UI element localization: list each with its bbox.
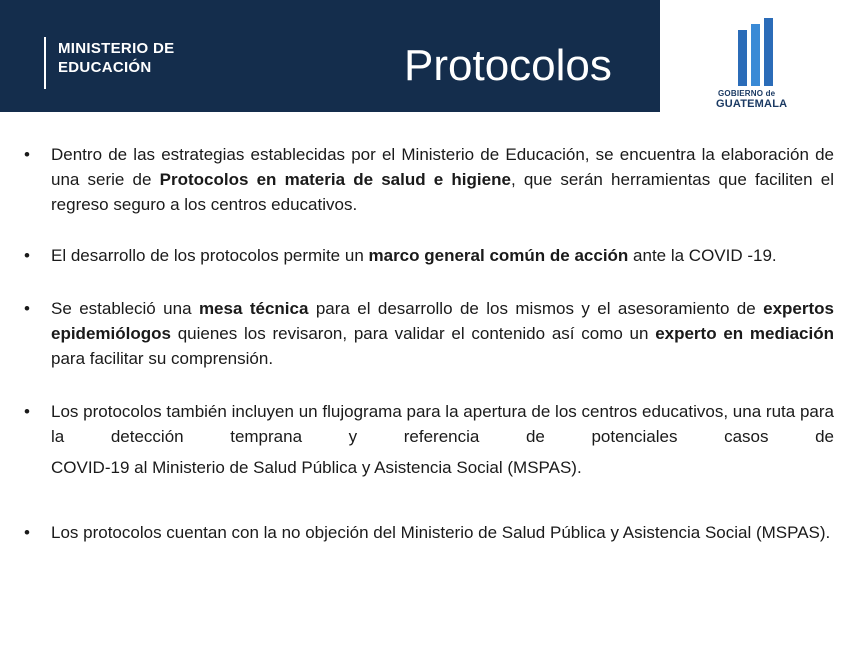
list-item: • Se estableció una mesa técnica para el desarrollo de los mismos y el asesoramiento de expertos epidemiólogos quienes los revisaron, para validar el contenido así como un experto en mediación para facilitar su comprensión. [24, 296, 834, 371]
ministry-line-1: MINISTERIO DE [58, 40, 175, 57]
list-item: • Los protocolos cuentan con la no objeción del Ministerio de Salud Pública y Asistencia Social (MSPAS). [24, 520, 834, 545]
list-item: • El desarrollo de los protocolos permite un marco general común de acción ante la COVID -19. [24, 243, 834, 268]
page-title: Protocolos [404, 41, 612, 90]
bullet-dot: • [24, 145, 30, 164]
list-item: • Los protocolos también incluyen un flujograma para la apertura de los centros educativos, una ruta para la detección temprana y referencia de potenciales casos de COVID-19 al Ministerio de Salud Pública y Asistencia Social (MSPAS). [24, 399, 834, 480]
logo-text-guatemala: GUATEMALA [716, 98, 788, 110]
bullet-dot: • [24, 402, 30, 421]
bullet-list [24, 142, 834, 545]
list-item: • Dentro de las estrategias establecidas por el Ministerio de Educación, se encuentra la elaboración de una serie de Protocolos en materia de salud e higiene, que serán herramientas que faciliten el regreso seguro a los centros educativos. [24, 142, 834, 217]
ministry-divider [44, 37, 46, 89]
ministry-line-2: EDUCACIÓN [58, 59, 152, 76]
bullet-dot: • [24, 299, 30, 318]
bullet-dot: • [24, 246, 30, 265]
ministry-logo-text [58, 39, 174, 77]
logo-text-gobierno: GOBIERNO de [718, 89, 776, 98]
bullet-dot: • [24, 523, 30, 542]
